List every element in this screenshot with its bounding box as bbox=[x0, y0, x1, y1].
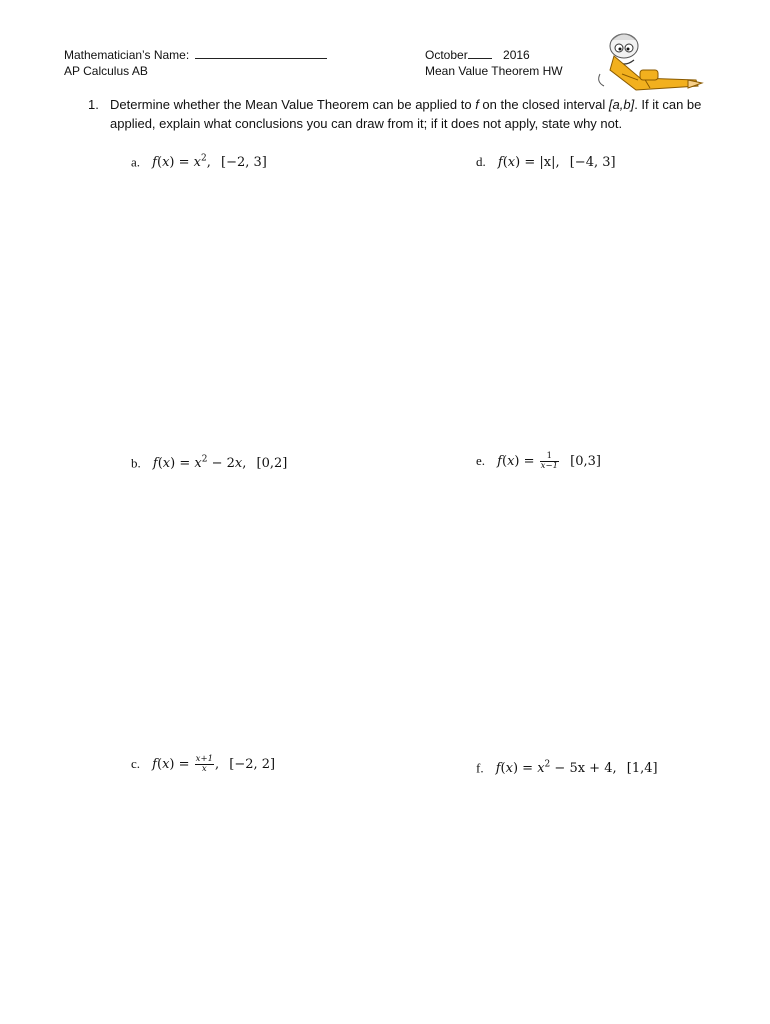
part-c-denominator: x bbox=[201, 764, 207, 774]
question-text-part1: Determine whether the Mean Value Theorem can be applied to bbox=[110, 97, 476, 112]
part-c-numerator: x+1 bbox=[195, 754, 213, 764]
part-b: b. $f(x) = x^2 - 2x$, [0,2] bbox=[131, 455, 288, 472]
part-c-f: f bbox=[152, 757, 157, 772]
part-a-rhs: x bbox=[193, 155, 201, 171]
part-d-f: f bbox=[497, 155, 503, 170]
part-b-interval: [0,2] bbox=[256, 456, 288, 472]
part-a-f: f bbox=[152, 155, 157, 171]
part-e-f: f bbox=[497, 454, 502, 469]
part-e-fraction bbox=[540, 452, 559, 471]
assignment-title: Mean Value Theorem HW bbox=[425, 64, 563, 78]
part-f-x: x bbox=[505, 761, 513, 777]
part-e-denominator: x−1 bbox=[540, 461, 558, 471]
question-f: f bbox=[475, 97, 479, 112]
part-f-exp: 2 bbox=[544, 760, 551, 770]
question-text-part2: on the closed interval bbox=[478, 97, 609, 112]
part-a-x: x bbox=[162, 155, 170, 171]
part-c-fraction bbox=[195, 755, 214, 774]
name-blank[interactable] bbox=[195, 47, 327, 59]
part-d: d. f(x) = |x|, [−4, 3] bbox=[476, 154, 616, 170]
part-e-x: x bbox=[507, 454, 515, 469]
part-f-interval: [1,4] bbox=[626, 761, 658, 777]
part-a-interval: [−2, 3] bbox=[221, 155, 267, 171]
part-f-rhs-rest: − 5x + 4, bbox=[550, 761, 617, 777]
date-blank[interactable] bbox=[468, 47, 492, 59]
part-f: f. $f(x) = x^2 - 5x + 4$, [1,4] bbox=[476, 760, 658, 777]
question-text bbox=[110, 95, 710, 133]
part-a-label: a. bbox=[131, 154, 141, 170]
part-a: a. $f(x) = x^2$, [−2, 3] bbox=[131, 154, 267, 171]
part-f-rhs: x bbox=[537, 761, 545, 777]
pencil-mascot-icon bbox=[592, 30, 704, 94]
part-d-x: x bbox=[507, 155, 516, 170]
part-f-label: f. bbox=[476, 760, 484, 776]
part-b-rhs: x bbox=[194, 456, 202, 472]
date-year: 2016 bbox=[503, 48, 530, 62]
part-b-f: f bbox=[152, 456, 158, 472]
part-c-label: c. bbox=[131, 756, 141, 771]
part-b-x: x bbox=[162, 456, 171, 472]
part-c: c. f(x) = $\frac{x+1}{x}$ , [−2, 2] bbox=[131, 754, 276, 774]
part-b-x2: x bbox=[234, 456, 243, 472]
part-b-rhs-rest: − 2 bbox=[207, 456, 235, 472]
question-text-part3: . If it can be applied, explain what conclusions you can draw from it; if it does not apply, state why not. bbox=[110, 97, 702, 131]
part-d-rhs: |x| bbox=[539, 155, 556, 170]
course-title: AP Calculus AB bbox=[64, 64, 148, 78]
part-c-interval: [−2, 2] bbox=[229, 757, 276, 772]
part-f-f: f bbox=[495, 761, 501, 777]
part-e-interval: [0,3] bbox=[570, 454, 601, 469]
name-line bbox=[64, 47, 327, 62]
date-month: October bbox=[425, 48, 468, 62]
part-e: e. f(x) = $\frac{1}{x-1}$ [0,3] bbox=[476, 451, 601, 471]
part-d-label: d. bbox=[476, 154, 486, 169]
part-d-interval: [−4, 3] bbox=[569, 155, 616, 170]
part-e-label: e. bbox=[476, 453, 486, 468]
part-e-numerator: 1 bbox=[540, 452, 559, 462]
question-number: 1. bbox=[88, 97, 99, 112]
part-b-exp: 2 bbox=[201, 455, 208, 465]
part-c-x: x bbox=[162, 757, 170, 772]
part-a-exp: 2 bbox=[200, 154, 207, 164]
part-b-label: b. bbox=[131, 455, 141, 471]
date-line bbox=[425, 47, 530, 62]
name-label: Mathematician’s Name: bbox=[64, 48, 190, 62]
question-interval: [a,b] bbox=[608, 97, 635, 112]
